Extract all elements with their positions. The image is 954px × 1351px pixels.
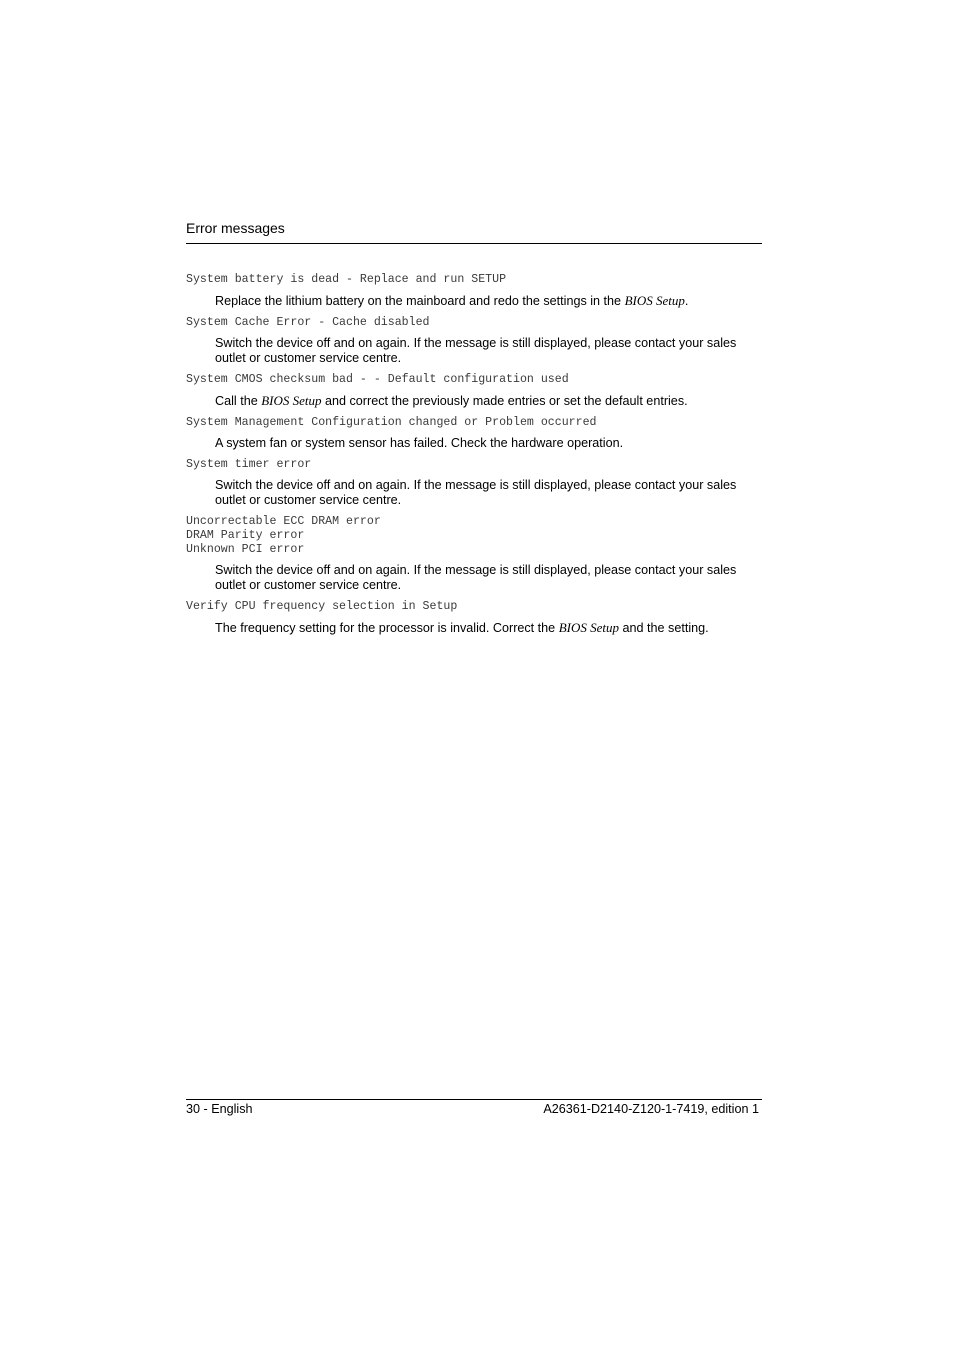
error-code: System timer error <box>186 458 312 471</box>
error-code: System battery is dead - Replace and run SETUP <box>186 273 507 286</box>
bios-setup-term: BIOS Setup <box>558 620 619 635</box>
error-code: System CMOS checksum bad - - Default configuration used <box>186 373 569 386</box>
page-header <box>186 219 762 244</box>
section-title: Error messages <box>186 220 285 236</box>
error-description: Switch the device off and on again. If the message is still displayed, please contact your sales outlet or customer service centre. <box>215 336 737 365</box>
bios-setup-term: BIOS Setup <box>624 293 685 308</box>
error-code: Unknown PCI error <box>186 543 305 556</box>
error-entry <box>186 458 762 508</box>
error-code: Uncorrectable ECC DRAM error <box>186 515 381 528</box>
page-footer <box>186 1099 762 1120</box>
error-entry <box>186 515 762 593</box>
error-code: System Cache Error - Cache disabled <box>186 316 430 329</box>
error-message-list <box>186 273 762 636</box>
error-code: System Management Configuration changed or Problem occurred <box>186 416 597 429</box>
error-description: Call the BIOS Setup and correct the previously made entries or set the default entries. <box>215 393 688 408</box>
error-description: A system fan or system sensor has failed. Check the hardware operation. <box>215 436 624 450</box>
error-code: DRAM Parity error <box>186 529 305 542</box>
page-number: 30 - English <box>186 1102 253 1116</box>
error-entry <box>186 373 762 409</box>
error-description: Switch the device off and on again. If the message is still displayed, please contact your sales outlet or customer service centre. <box>215 478 737 507</box>
error-description: Switch the device off and on again. If the message is still displayed, please contact your sales outlet or customer service centre. <box>215 563 737 592</box>
error-entry <box>186 600 762 636</box>
error-entry <box>186 316 762 366</box>
document-id: A26361-D2140-Z120-1-7419, edition 1 <box>543 1102 759 1116</box>
error-entry <box>186 273 762 309</box>
bios-setup-term: BIOS Setup <box>261 393 322 408</box>
error-code: Verify CPU frequency selection in Setup <box>186 600 458 613</box>
error-description: The frequency setting for the processor is invalid. Correct the BIOS Setup and the setting. <box>215 620 709 635</box>
error-entry <box>186 416 762 451</box>
error-description: Replace the lithium battery on the mainboard and redo the settings in the BIOS Setup. <box>215 293 689 308</box>
